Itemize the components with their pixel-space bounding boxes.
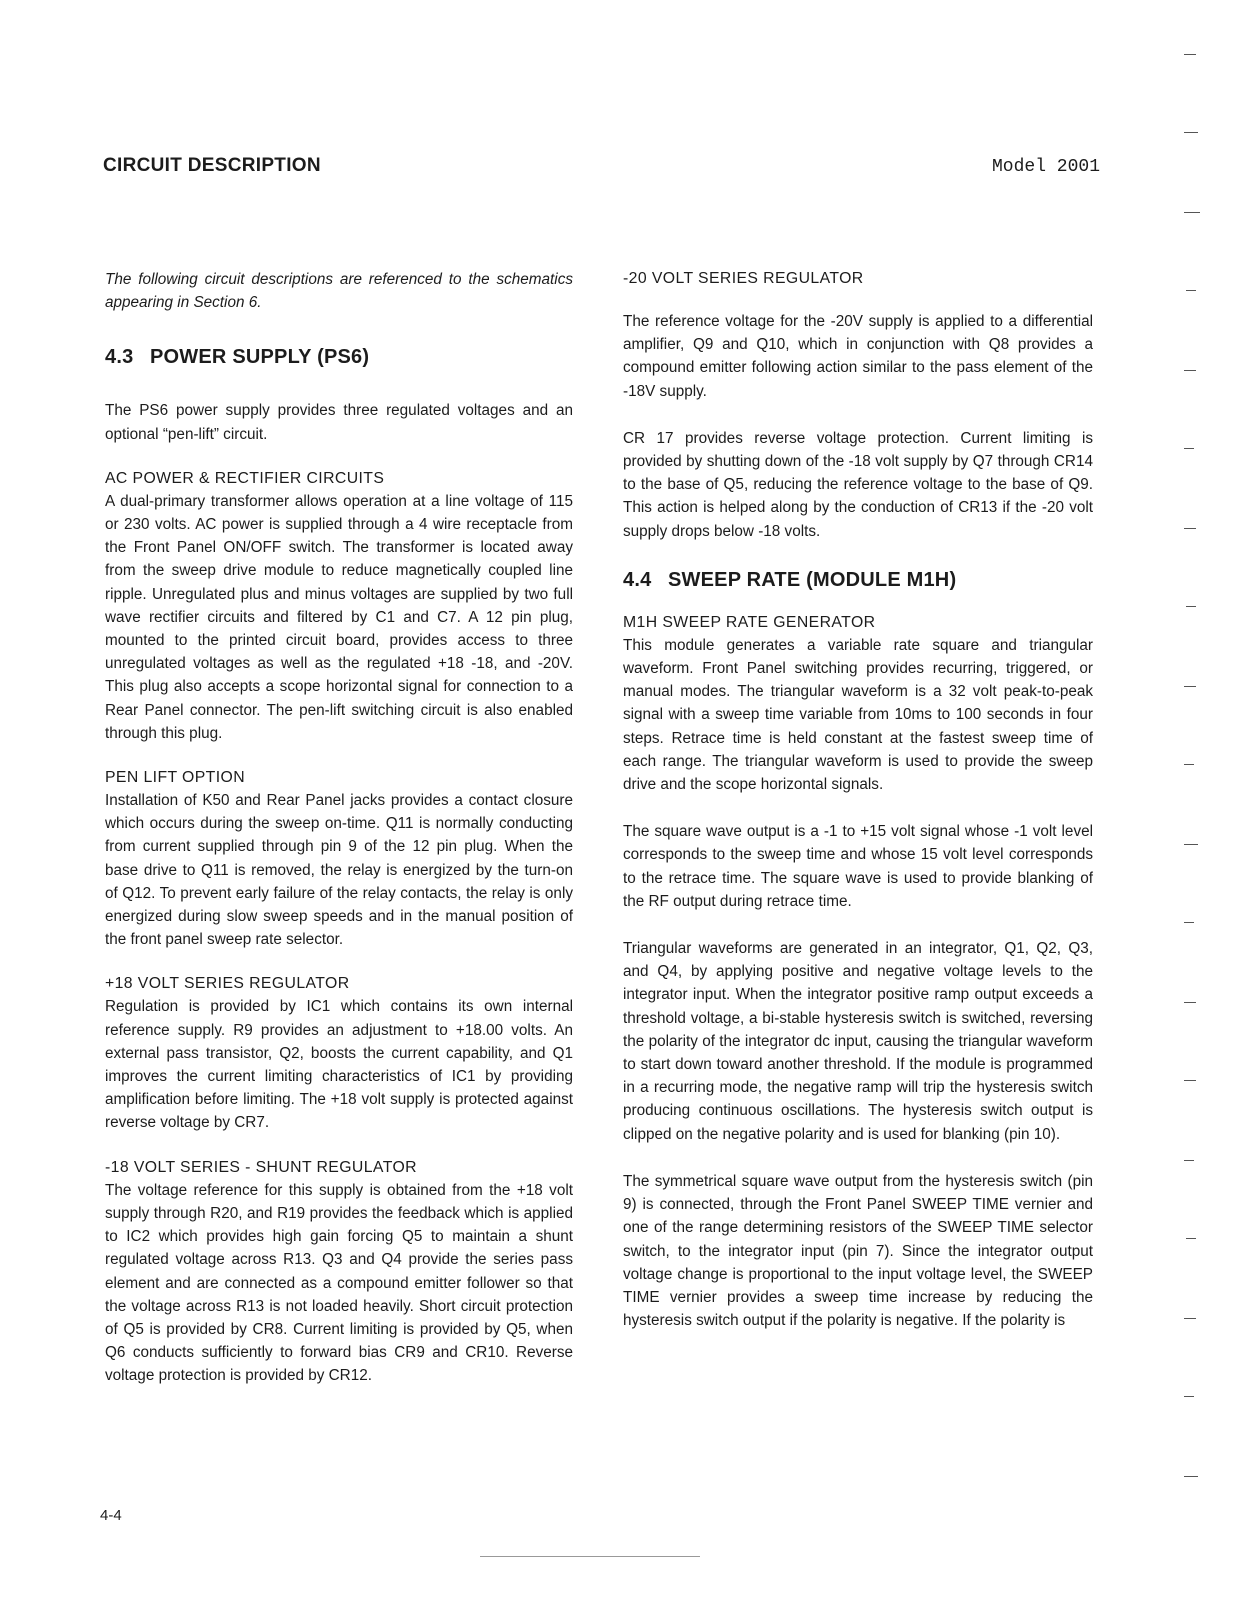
page-number: 4-4 (100, 1507, 122, 1524)
heading-text: POWER SUPPLY (PS6) (150, 346, 370, 369)
heading-number: 4.3 (105, 346, 134, 369)
section-plus18-regulator (105, 973, 573, 1134)
heading-sweep-rate (623, 569, 1093, 592)
subheading-plus18-regulator: +18 VOLT SERIES REGULATOR (105, 975, 350, 993)
intro-note: The following circuit descriptions are referenced to the schematics appearing in Section 6. (105, 271, 573, 312)
scan-edge-artifacts (1170, 40, 1240, 1580)
scan-bottom-artifact (480, 1556, 700, 1557)
paragraph-generator-1: This module generates a variable rate square and triangular waveform. Front Panel switching provides recurring, triggered, or manual modes. The triangular waveform is a 32 volt peak-to-peak signal with a sweep time variable from 10ms to 100 seconds in four steps. Retrace time is held constant at the fastest sweep time of each range. The triangular waveform is used to provide the sweep drive and the scope horizontal signals. (623, 636, 1093, 794)
left-column (105, 268, 573, 1410)
subheading-minus18-regulator: -18 VOLT SERIES - SHUNT REGULATOR (105, 1158, 417, 1176)
paragraph-generator-3: Triangular waveforms are generated in an integrator, Q1, Q2, Q3, and Q4, by applying positive and negative voltage levels to the integrator input. When the integrator positive ramp output exceeds a threshold voltage, a bi-stable hysteresis switch is switched, reversing the polarity of the integrator dc input, causing the triangular waveform to start down toward another threshold. If the module is programmed in a recurring mode, the negative ramp will trip the hysteresis switch producing continuous oscillations. The hysteresis switch output is clipped on the negative polarity and is used for blanking (pin 10). (623, 940, 1093, 1143)
paragraph-plus18-regulator: Regulation is provided by IC1 which contains its own internal reference supply. R9 provides an adjustment to +18.00 volts. An external pass transistor, Q2, boosts the current capability, and Q1 improves the current limiting characteristics of IC1 by providing amplification before limiting. The +18 volt supply is protected against reverse voltage by CR7. (105, 998, 573, 1132)
section-minus18-regulator (105, 1157, 573, 1388)
paragraph-minus18-regulator: The voltage reference for this supply is obtained from the +18 volt supply through R20, and R19 provides the feedback which is applied to IC2 which provides high gain forcing Q5 to maintain a shunt regulated voltage across R13. Q3 and Q4 provide the series pass element and are connected as a compound emitter follower so that the voltage across R13 is not loaded heavily. Short circuit protection of Q5 is provided by CR8. Current limiting is provided by Q5, when Q6 conducts sufficiently to forward bias CR9 and CR10. Reverse voltage protection is provided by CR12. (105, 1181, 573, 1385)
paragraph-minus20-a: The reference voltage for the -20V supply is applied to a differential amplifier, Q9 and Q10, which in conjunction with Q8 provides a compound emitter following action similar to the pass element of the -18V supply. (623, 313, 1093, 400)
power-supply-overview: The PS6 power supply provides three regulated voltages and an optional “pen-lift” circuit. (105, 402, 573, 443)
subheading-ac-power: AC POWER & RECTIFIER CIRCUITS (105, 469, 385, 487)
section-pen-lift (105, 767, 573, 951)
heading-text: SWEEP RATE (MODULE M1H) (668, 568, 957, 591)
subheading-pen-lift: PEN LIFT OPTION (105, 769, 246, 787)
paragraph-generator-2: The square wave output is a -1 to +15 volt signal whose -1 volt level corresponds to the sweep time and whose 15 volt level corresponds to the retrace time. The square wave is used to provide blanking of the RF output during retrace time. (623, 823, 1093, 910)
paragraph-minus20-b: CR 17 provides reverse voltage protection. Current limiting is provided by shutting down of the -18 volt supply by Q7 through CR14 to the base of Q5, reducing the reference voltage to the base of Q9. This action is helped along by the conduction of CR13 if the -20 volt supply drops below -18 volts. (623, 429, 1093, 540)
section-ac-power (105, 468, 573, 745)
paragraph-generator-4: The symmetrical square wave output from the hysteresis switch (pin 9) is connected, through the Front Panel SWEEP TIME vernier and one of the range determining resistors of the SWEEP TIME selector switch, to the integrator input (pin 7). Since the integrator output voltage change is proportional to the input voltage level, the SWEEP TIME vernier provides a sweep time increase by reducing the hysteresis switch output if the polarity is negative. If the polarity is (623, 1172, 1093, 1330)
paragraph-ac-power: A dual-primary transformer allows operation at a line voltage of 115 or 230 volts. AC power is supplied through a 4 wire receptacle from the Front Panel ON/OFF switch. The transformer is located away from the sweep drive module to reduce magnetically coupled line ripple. Unregulated plus and minus voltages are supplied by two full wave rectifier circuits and filtered by C1 and C7. A 12 pin plug, mounted to the printed circuit board, provides access to three unregulated voltages as well as the regulated +18 -18, and -20V. This plug also accepts a scope horizontal signal for connection to a Rear Panel connector. The pen-lift switching circuit is also enabled through this plug. (105, 492, 573, 742)
heading-power-supply (105, 346, 573, 369)
heading-number: 4.4 (623, 568, 652, 591)
right-column (623, 268, 1093, 1332)
paragraph-pen-lift: Installation of K50 and Rear Panel jacks provides a contact closure which occurs during the sweep on-time. Q11 is normally conducting from current supplied through pin 9 of the 12 pin plug. When the base drive to Q11 is removed, the relay is energized by the turn-on of Q12. To prevent early failure of the relay contacts, the relay is only energized during slow sweep speeds and in the manual position of the front panel sweep rate selector. (105, 792, 573, 949)
subheading-minus20-regulator: -20 VOLT SERIES REGULATOR (623, 270, 864, 287)
subheading-sweep-generator: M1H SWEEP RATE GENERATOR (623, 613, 876, 631)
section-title: CIRCUIT DESCRIPTION (103, 155, 321, 176)
model-number: Model 2001 (992, 157, 1101, 177)
